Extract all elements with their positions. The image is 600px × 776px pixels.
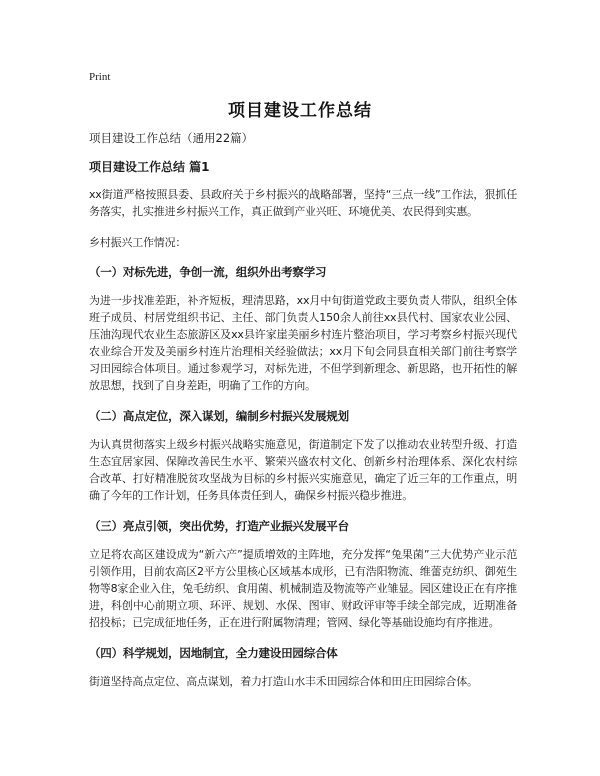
section-title: 项目建设工作总结 篇1 [89, 160, 210, 174]
section-heading-4: （四）科学规划，因地制宜，全力建设田园综合体 [89, 646, 338, 660]
overview-label: 乡村振兴工作情况： [89, 236, 187, 249]
section-heading-3: （三）亮点引领，突出优势，打造产业振兴发展平台 [89, 519, 349, 533]
section-body-3: 立足将农高区建设成为“新六产”提质增效的主阵地，充分发挥“兔果菌”三大优势产业示范引领作用，目前农高区2平方公里核心区域基本成形，已有浩阳物流、维蕾克纺织、御苑生物等8家企业入住，兔毛纺织、食用菌、机械制造及物流等产业雏显。园区建设正在有序推进，科创中心前期立项、环评、规划、水保、图审、财政评审等手续全部完成，近期准备招投标；已完成征地任务，正在进行附属物清理；管网、绿化等基础设施均有序推进。 [89, 548, 517, 629]
document-subtitle: 项目建设工作总结（通用22篇） [89, 131, 254, 145]
section-heading-1: （一）对标先进，争创一流，组织外出考察学习 [89, 265, 327, 279]
intro-paragraph: xx街道严格按照县委、县政府关于乡村振兴的战略部署，坚持“三点一线”工作法，狠抓任务落实，扎实推进乡村振兴工作，真正做到产业兴旺、环境优美、农民得到实惠。 [89, 188, 517, 218]
print-label[interactable]: Print [89, 71, 111, 83]
section-body-4: 街道坚持高点定位、高点谋划，着力打造山水丰禾田园综合体和田庄田园综合体。 [89, 675, 478, 688]
section-heading-2: （二）高点定位，深入谋划，编制乡村振兴发展规划 [89, 409, 349, 423]
section-body-2: 为认真贯彻落实上级乡村振兴战略实施意见，街道制定下发了以推动农业转型升级、打造生态宜居家园、保障改善民生水平、繁荣兴盛农村文化、创新乡村治理体系、深化农村综合改革、打好精准脱贫攻坚战为目标的乡村振兴实施意见，确定了近三年的工作重点，明确了今年的工作计划，任务具体责任到人，确保乡村振兴稳步推进。 [89, 438, 517, 502]
document-title: 项目建设工作总结 [228, 101, 372, 121]
section-body-1: 为进一步找准差距，补齐短板，理清思路，xx月中旬街道党政主要负责人带队，组织全体班子成员、村居党组织书记、主任、部门负责人150余人前往xx县代村、国家农业公园、压油沟现代农业生态旅游区及xx县许家崖美丽乡村连片整治项目，学习考察乡村振兴现代农业综合开发及美丽乡村连片治理相关经验做法；xx月下旬会同县直相关部门前往考察学习田园综合体项目。通过参观学习，对标先进，不但学到新理念、新思路，也开拓性的解放思想，找到了自身差距，明确了工作的方向。 [89, 294, 517, 392]
document-body [89, 130, 517, 704]
